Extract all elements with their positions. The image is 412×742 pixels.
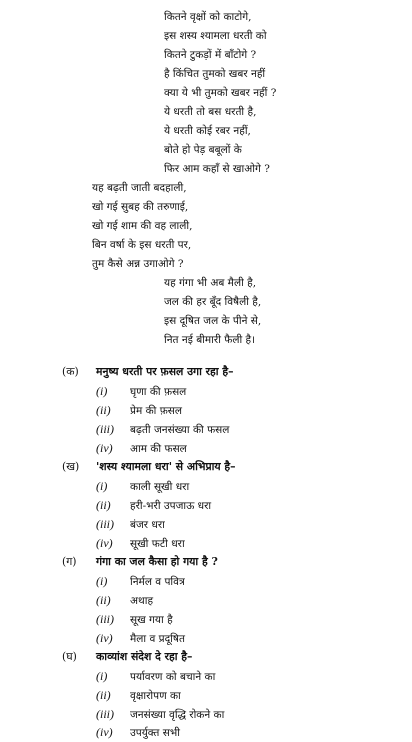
option-text: वृक्षारोपण का — [130, 690, 181, 702]
question-ka — [62, 365, 233, 379]
option-text: सूखी फटी धरा — [130, 538, 185, 550]
option[interactable] — [96, 403, 182, 418]
option-number: (i) — [96, 479, 108, 493]
option-number: (iv) — [96, 725, 113, 739]
question-marker: (घ) — [62, 650, 77, 663]
option-number: (iii) — [96, 517, 114, 531]
option-number: (i) — [96, 669, 108, 683]
option[interactable] — [96, 384, 186, 399]
option-text: उपर्युक्त सभी — [130, 727, 180, 739]
option-text: घृणा की फ़सल — [130, 386, 187, 398]
option-number: (iv) — [96, 536, 113, 550]
option[interactable] — [96, 441, 187, 456]
option-text: जनसंख्या वृद्धि रोकने का — [130, 709, 225, 721]
option[interactable] — [96, 574, 185, 589]
poem-line: ये धरती कोई रबर नहीं, — [164, 125, 251, 137]
question-text: मनुष्य धरती पर फ़सल उगा रहा है– — [96, 365, 234, 378]
question-text: काव्यांश संदेश दे रहा है– — [96, 650, 193, 663]
poem-line: फिर आम कहाँ से खाओगे ? — [164, 163, 270, 175]
poem-line: इस दूषित जल के पीने से, — [164, 315, 262, 327]
poem-line: बिन वर्षा के इस धरती पर, — [92, 239, 192, 251]
poem-line: बोते हो पेड़ बबूलों के — [164, 144, 242, 156]
poem-line: इस शस्य श्यामला धरती को — [164, 30, 267, 42]
poem-line: है किंचित तुमको खबर नहीं — [164, 68, 266, 80]
question-text: गंगा का जल कैसा हो गया है ? — [96, 555, 218, 568]
question-marker: (ख) — [62, 460, 80, 473]
question-marker: (क) — [62, 365, 79, 378]
option-text: काली सूखी धरा — [130, 481, 190, 493]
poem-line: नित नई बीमारी फैली है। — [164, 334, 256, 346]
option[interactable] — [96, 631, 185, 646]
option-number: (i) — [96, 384, 108, 398]
option-number: (ii) — [96, 688, 111, 702]
question-text: 'शस्य श्यामला धरा' से अभिप्राय है– — [96, 460, 236, 473]
option[interactable] — [96, 422, 229, 437]
option-text: निर्मल व पवित्र — [130, 576, 185, 588]
option[interactable] — [96, 688, 181, 703]
option[interactable] — [96, 707, 224, 722]
question-gha — [62, 650, 192, 664]
option-number: (i) — [96, 574, 108, 588]
option[interactable] — [96, 669, 215, 684]
option[interactable] — [96, 517, 165, 532]
option-text: बढ़ती जनसंख्या की फसल — [130, 424, 230, 436]
option-number: (iii) — [96, 422, 114, 436]
option-text: अथाह — [130, 595, 154, 607]
poem-line: खो गई सुबह की तरुणाई, — [92, 201, 189, 213]
poem-line: कितने टुकड़ों में बाँटोगे ? — [164, 49, 257, 61]
option[interactable] — [96, 536, 185, 551]
option-text: मैला व प्रदूषित — [130, 633, 185, 645]
poem-line: तुम कैसे अन्न उगाओगे ? — [92, 258, 184, 270]
poem-line: यह गंगा भी अब मैली है, — [164, 277, 257, 289]
poem-line: क्या ये भी तुमको खबर नहीं ? — [164, 87, 277, 99]
option-text: आम की फसल — [130, 443, 187, 455]
option-number: (ii) — [96, 403, 111, 417]
question-kha — [62, 460, 236, 474]
option[interactable] — [96, 479, 189, 494]
option-number: (iii) — [96, 707, 114, 721]
option-number: (iii) — [96, 612, 114, 626]
option-text: पर्यावरण को बचाने का — [130, 671, 216, 683]
option[interactable] — [96, 498, 211, 513]
option-text: प्रेम की फ़सल — [130, 405, 183, 417]
poem-line: कितने वृक्षों को काटोगे, — [164, 11, 252, 23]
question-ga — [62, 555, 218, 569]
option-number: (iv) — [96, 631, 113, 645]
option[interactable] — [96, 593, 153, 608]
poem-line: जल की हर बूँद विषैली है, — [164, 296, 262, 308]
option-number: (ii) — [96, 593, 111, 607]
option[interactable] — [96, 612, 173, 627]
poem-line: यह बढ़ती जाती बदहाली, — [92, 182, 187, 194]
option-text: बंजर धरा — [130, 519, 165, 531]
option-text: हरी-भरी उपजाऊ धरा — [130, 500, 212, 512]
option[interactable] — [96, 725, 180, 740]
poem-line: ये धरती तो बस धरती है, — [164, 106, 257, 118]
option-number: (iv) — [96, 441, 113, 455]
question-marker: (ग) — [62, 555, 77, 568]
option-number: (ii) — [96, 498, 111, 512]
poem-line: खो गई शाम की वह लाली, — [92, 220, 193, 232]
option-text: सूख गया है — [130, 614, 173, 626]
